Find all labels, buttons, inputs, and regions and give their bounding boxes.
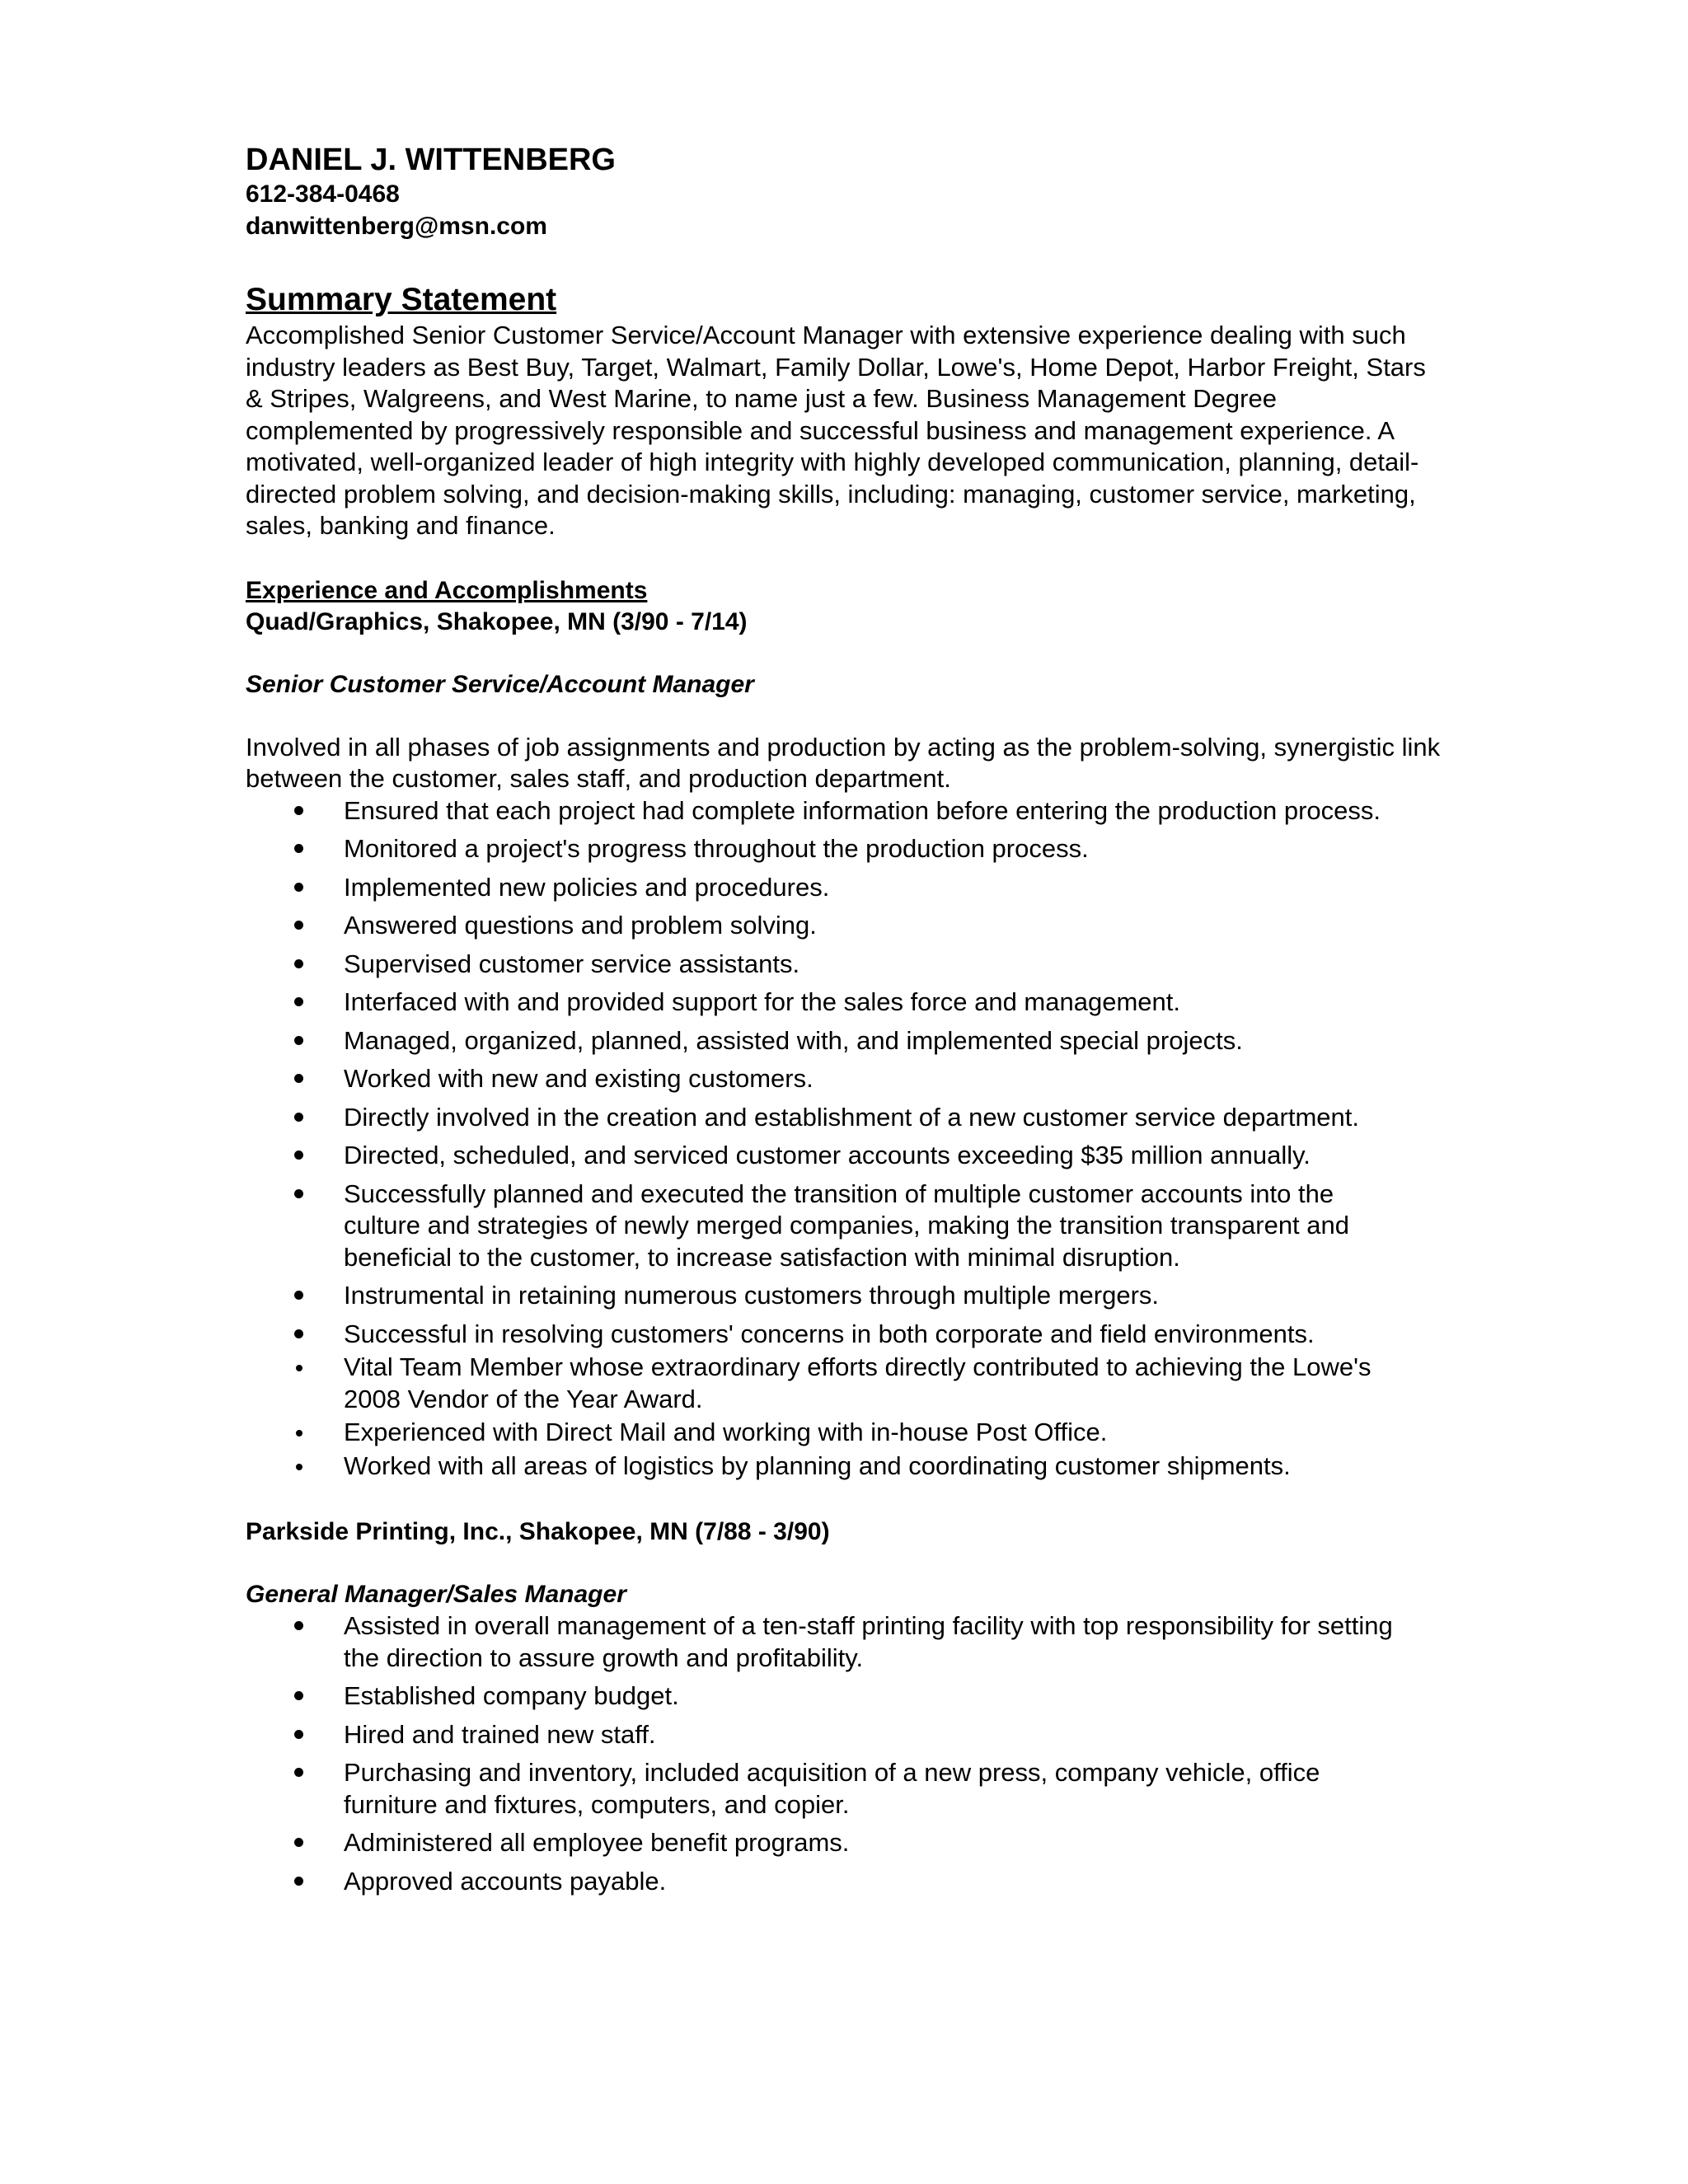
bullet-icon <box>294 1691 303 1700</box>
bullet-icon <box>294 1730 303 1739</box>
job2-company: Parkside Printing, Inc., Shakopee, MN (7/88 - 3/90) <box>246 1518 830 1545</box>
list-item: Approved accounts payable. <box>246 1866 1449 1898</box>
list-item: Directly involved in the creation and establishment of a new customer service department. <box>246 1102 1449 1134</box>
list-item: Assisted in overall management of a ten-staff printing facility with top responsibility for setting the direction to assure growth and profitability. <box>246 1610 1449 1674</box>
experience-heading: Experience and Accomplishments <box>246 576 648 604</box>
bullet-icon <box>296 1365 302 1371</box>
list-item: Established company budget. <box>246 1680 1449 1713</box>
list-item: Vital Team Member whose extraordinary efforts directly contributed to achieving the Lowe's 2008 Vendor of the Year Award. <box>246 1352 1449 1415</box>
bullet-icon <box>294 997 303 1006</box>
list-item: Monitored a project's progress throughout the production process. <box>246 833 1449 865</box>
list-item: Interfaced with and provided support for the sales force and management. <box>246 987 1449 1019</box>
bullet-icon <box>294 844 303 853</box>
list-item: Managed, organized, planned, assisted with, and implemented special projects. <box>246 1025 1449 1057</box>
bullet-icon <box>294 1291 303 1300</box>
list-item: Experienced with Direct Mail and working with in-house Post Office. <box>246 1417 1449 1449</box>
job1-company: Quad/Graphics, Shakopee, MN (3/90 - 7/14) <box>246 607 748 635</box>
bullet-icon <box>294 1877 303 1886</box>
list-item: Hired and trained new staff. <box>246 1719 1449 1751</box>
list-item: Ensured that each project had complete information before entering the production process. <box>246 795 1449 827</box>
job1-title: Senior Customer Service/Account Manager <box>246 670 754 698</box>
list-item: Worked with new and existing customers. <box>246 1063 1449 1095</box>
candidate-name: DANIEL J. WITTENBERG <box>246 143 616 177</box>
list-item: Successful in resolving customers' concerns in both corporate and field environments. <box>246 1319 1449 1351</box>
bullet-icon <box>294 1189 303 1198</box>
bullet-icon <box>294 883 303 892</box>
bullet-icon <box>294 1074 303 1083</box>
bullet-icon <box>294 1036 303 1045</box>
list-item: Directed, scheduled, and serviced customer accounts exceeding $35 million annually. <box>246 1140 1449 1172</box>
bullet-icon <box>294 921 303 930</box>
list-item: Purchasing and inventory, included acquisition of a new press, company vehicle, office furniture and fixtures, computers, and copier. <box>246 1757 1449 1821</box>
list-item: Supervised customer service assistants. <box>246 949 1449 981</box>
phone-number: 612-384-0468 <box>246 180 400 208</box>
summary-text: Accomplished Senior Customer Service/Account Manager with extensive experience dealing with such industry leaders as Best Buy, Target, Walmart, Family Dollar, Lowe's, Home Depot, Harbor Freight, Stars & Stripes, Walgreens, and West Marine, to name just a few. Business Management Degree complemented by progressively responsible and successful business and management experience. A motivated, well-organized leader of high integrity with highly developed communication, planning, detail-directed problem solving, and decision-making skills, including: managing, customer service, marketing, sales, banking and finance. <box>246 321 1426 540</box>
resume-page <box>246 142 1449 1904</box>
bullet-icon <box>294 1838 303 1847</box>
email-address: danwittenberg@msn.com <box>246 213 547 240</box>
list-item: Instrumental in retaining numerous customers through multiple mergers. <box>246 1280 1449 1312</box>
bullet-icon <box>294 806 303 815</box>
job1-bullet-list <box>246 795 1449 1483</box>
job2-bullet-list <box>246 1610 1449 1897</box>
job1-intro: Involved in all phases of job assignments and production by acting as the problem-solving, synergistic link between the customer, sales staff, and production department. <box>246 732 1441 793</box>
list-item: Administered all employee benefit programs. <box>246 1827 1449 1859</box>
bullet-icon <box>294 1151 303 1160</box>
list-item: Answered questions and problem solving. <box>246 910 1449 942</box>
list-item: Worked with all areas of logistics by planning and coordinating customer shipments. <box>246 1451 1449 1483</box>
bullet-icon <box>294 959 303 968</box>
summary-heading: Summary Statement <box>246 282 557 317</box>
bullet-icon <box>294 1768 303 1777</box>
job2-title: General Manager/Sales Manager <box>246 1581 626 1608</box>
list-item: Successfully planned and executed the transition of multiple customer accounts into the culture and strategies of newly merged companies, making the transition transparent and beneficial to the customer, to increase satisfaction with minimal disruption. <box>246 1179 1449 1274</box>
bullet-icon <box>296 1430 302 1436</box>
bullet-icon <box>296 1464 302 1470</box>
bullet-icon <box>294 1621 303 1630</box>
bullet-icon <box>294 1329 303 1338</box>
bullet-icon <box>294 1113 303 1122</box>
list-item: Implemented new policies and procedures. <box>246 872 1449 904</box>
